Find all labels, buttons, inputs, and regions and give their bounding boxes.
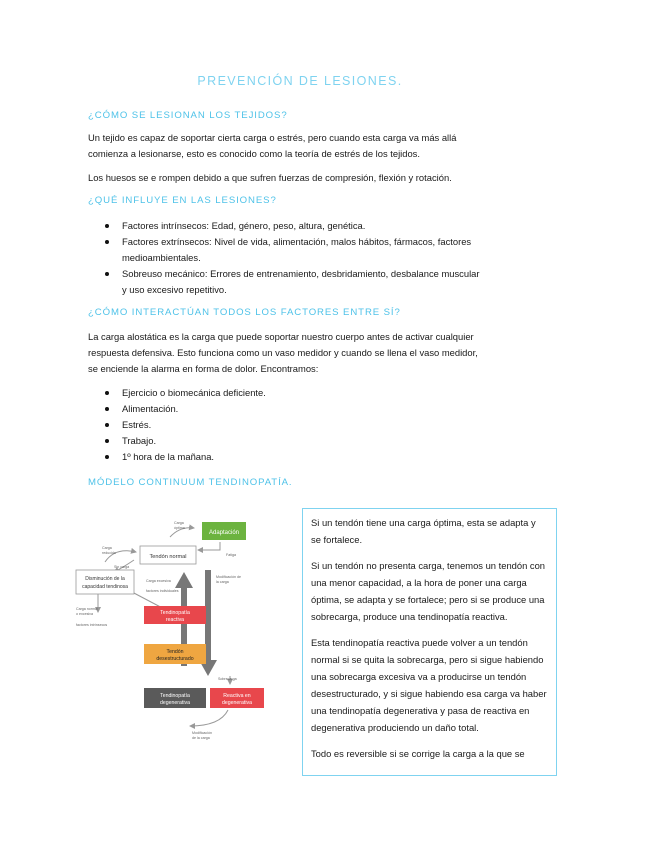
heading-modelo-continuum: MÓDELO CONTINUUM TENDINOPATÍA. xyxy=(88,477,293,488)
influence-list xyxy=(88,218,538,298)
list-item: Sobreuso mecánico: Errores de entrenamiento, desbridamiento, desbalance muscular y uso excesivo repetitivo. xyxy=(88,266,538,298)
bullet-icon xyxy=(105,407,109,411)
bullet-icon xyxy=(105,272,109,276)
factors-list xyxy=(88,385,538,465)
bullet-icon xyxy=(105,224,109,228)
box-paragraph: Si un tendón no presenta carga, tenemos un tendón con una menor capacidad, a la hora de poner una carga óptima, se adapta y se fortalece; pero si se produce una sobrecarga, produce una tendinopatía reactiva. xyxy=(311,560,546,622)
box-paragraph: Esta tendinopatía reactiva puede volver a un tendón normal si se quita la sobrecarga, pero si sigue habiendo una sobrecarga excesiva va a producirse un tendón desestructurado, y si sigue habiendo esa carga va haber una tendinopatía degenerativa y pasa de reactiva en degenerativa produciendo un daño total. xyxy=(311,637,547,733)
box-paragraph: Si un tendón tiene una carga óptima, esta se adapta y se fortalece. xyxy=(311,517,536,545)
reactiva-en-degenerativa-label: degenerativa xyxy=(222,700,252,706)
tendinopatia-reactiva-label: Tendinopatía xyxy=(160,610,190,616)
list-item: Estrés. xyxy=(88,417,538,433)
small-label: Sobrecarga xyxy=(218,677,237,681)
list-item: Alimentación. xyxy=(88,401,538,417)
disminucion-box xyxy=(76,570,134,594)
heading-que-influye: ¿QUÉ INFLUYE EN LAS LESIONES? xyxy=(88,195,277,206)
small-label: Carga normal xyxy=(76,607,98,611)
small-label: óptima xyxy=(174,526,185,530)
list-item: 1º hora de la mañana. xyxy=(88,449,538,465)
small-label: de la carga xyxy=(192,736,210,740)
disminucion-label: Disminución de la xyxy=(85,576,125,582)
small-label: Carga xyxy=(102,546,112,550)
bullet-icon xyxy=(105,423,109,427)
heading-como-interactuan: ¿CÓMO INTERACTÚAN TODOS LOS FACTORES ENTRE SÍ? xyxy=(88,307,401,318)
tendinopatia-degenerativa-label: degenerativa xyxy=(160,700,190,706)
small-label: factores individuales xyxy=(146,589,179,593)
list-item: Ejercicio o biomecánica deficiente. xyxy=(88,385,538,401)
tendon-desestructurado-label: Tendón xyxy=(166,649,184,655)
connector-line xyxy=(198,542,220,550)
list-item: Factores intrínsecos: Edad, género, peso, altura, genética. xyxy=(88,218,538,234)
paragraph-line: respuesta defensiva. Esto funciona como un vaso medidor y cuando se llena el vaso medidor, xyxy=(88,347,478,358)
box-paragraph: Todo es reversible si se corrige la carga a la que se xyxy=(311,748,525,759)
small-label: Carga excesiva xyxy=(146,579,171,583)
small-label: Fatiga xyxy=(226,553,236,557)
small-label: Modificación de xyxy=(216,575,241,579)
reactiva-en-degenerativa-label: Reactiva en xyxy=(223,693,251,699)
disminucion-label: capacidad tendinosa xyxy=(82,584,128,590)
bullet-icon xyxy=(105,455,109,459)
explanation-box xyxy=(302,508,557,776)
small-label: reducida xyxy=(102,551,116,555)
paragraph-line: se enciende la alarma en forma de dolor. Encontramos: xyxy=(88,363,319,374)
bullet-icon xyxy=(105,439,109,443)
small-label: o excesiva xyxy=(76,612,93,616)
paragraph-huesos: Los huesos se e rompen debido a que sufren fuerzas de compresión, flexión y rotación. xyxy=(88,172,452,183)
list-item: Factores extrínsecos: Nivel de vida, alimentación, malos hábitos, fármacos, factores medioambientales. xyxy=(88,234,538,266)
bullet-icon xyxy=(105,240,109,244)
small-label: factores intrínsecos xyxy=(76,623,108,627)
heading-como-se-lesionan: ¿CÓMO SE LESIONAN LOS TEJIDOS? xyxy=(88,110,288,121)
paragraph-line: La carga alostática es la carga que puede soportar nuestro cuerpo antes de activar cualquier xyxy=(88,331,474,342)
small-label: Carga xyxy=(174,521,184,525)
tendon-normal-label: Tendón normal xyxy=(149,554,187,560)
tendinopathy-continuum-diagram xyxy=(70,512,280,742)
connector-line xyxy=(190,710,228,726)
small-label: Modificación xyxy=(192,731,212,735)
paragraph-line: comienza a lesionarse, esto es conocido como la teoría de estrés de los tejidos. xyxy=(88,148,420,159)
small-label: la carga xyxy=(216,580,229,584)
list-item: Trabajo. xyxy=(88,433,538,449)
adaptacion-label: Adaptación xyxy=(208,530,240,536)
page-title: PREVENCIÓN DE LESIONES. xyxy=(197,74,403,88)
small-label: Sin carga xyxy=(114,565,130,569)
tendon-desestructurado-label: desestructurado xyxy=(156,656,194,662)
paragraph-line: Un tejido es capaz de soportar cierta carga o estrés, pero cuando esta carga va más allá xyxy=(88,132,457,143)
tendinopatia-degenerativa-label: Tendinopatía xyxy=(160,693,190,699)
bullet-icon xyxy=(105,391,109,395)
tendinopatia-reactiva-label: reactiva xyxy=(165,617,185,623)
